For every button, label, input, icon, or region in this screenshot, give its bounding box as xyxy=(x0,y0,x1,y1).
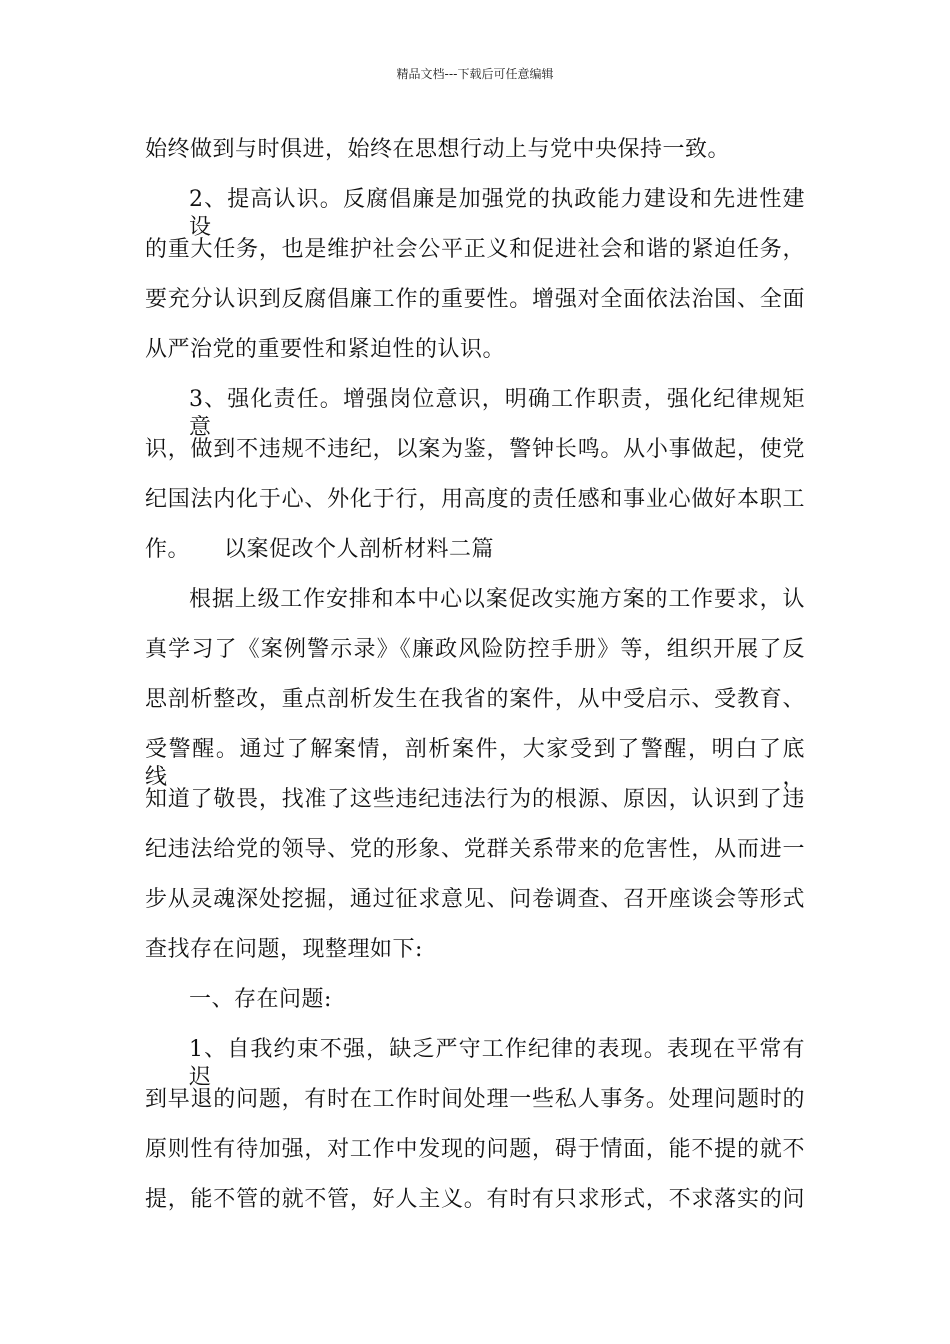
text-line: 真学习了《案例警示录》《廉政风险防控手册》等，组织开展了反 xyxy=(145,637,805,662)
text-line: 识，做到不违规不违纪，以案为鉴，警钟长鸣。从小事做起，使党 xyxy=(145,437,805,462)
text-line: 要充分认识到反腐倡廉工作的重要性。增强对全面依法治国、全面 xyxy=(145,287,805,312)
text-line: 知道了敬畏，找准了这些违纪违法行为的根源、原因，认识到了违 xyxy=(145,787,805,812)
text-line: 思剖析整改，重点剖析发生在我省的案件，从中受启示、受教育、 xyxy=(145,687,805,712)
text-line: 纪国法内化于心、外化于行，用高度的责任感和事业心做好本职工 xyxy=(145,487,805,512)
text-line: 纪违法给党的领导、党的形象、党群关系带来的危害性，从而进一 xyxy=(145,837,805,862)
text-line: 查找存在问题，现整理如下: xyxy=(145,937,423,962)
text-line: 3、强化责任。增强岗位意识，明确工作职责，强化纪律规矩意 xyxy=(189,387,805,440)
text-line: 原则性有待加强，对工作中发现的问题，碍于情面，能不提的就不 xyxy=(145,1137,805,1162)
text-line: 始终做到与时俱进，始终在思想行动上与党中央保持一致。 xyxy=(145,137,731,162)
text-line: 2、提高认识。反腐倡廉是加强党的执政能力建设和先进性建设 xyxy=(189,187,805,240)
text-line: 作。 以案促改个人剖析材料二篇 xyxy=(145,537,495,562)
text-line: 到早退的问题，有时在工作时间处理一些私人事务。处理问题时的 xyxy=(145,1087,805,1112)
text-line: 根据上级工作安排和本中心以案促改实施方案的工作要求，认 xyxy=(189,587,805,612)
section-heading: 一、存在问题: xyxy=(189,987,332,1012)
text-line: 步从灵魂深处挖掘，通过征求意见、问卷调查、召开座谈会等形式 xyxy=(145,887,805,912)
text-line: 从严治党的重要性和紧迫性的认识。 xyxy=(145,337,506,362)
text-line: 1、自我约束不强，缺乏严守工作纪律的表现。表现在平常有迟 xyxy=(189,1037,805,1090)
text-line: 的重大任务，也是维护社会公平正义和促进社会和谐的紧迫任务， xyxy=(145,237,805,262)
page-header: 精品文档---下载后可任意编辑 xyxy=(396,67,554,81)
text-line: 受警醒。通过了解案情，剖析案件，大家受到了警醒，明白了底线， xyxy=(145,737,805,790)
text-line: 提，能不管的就不管，好人主义。有时有只求形式，不求落实的问 xyxy=(145,1187,805,1212)
